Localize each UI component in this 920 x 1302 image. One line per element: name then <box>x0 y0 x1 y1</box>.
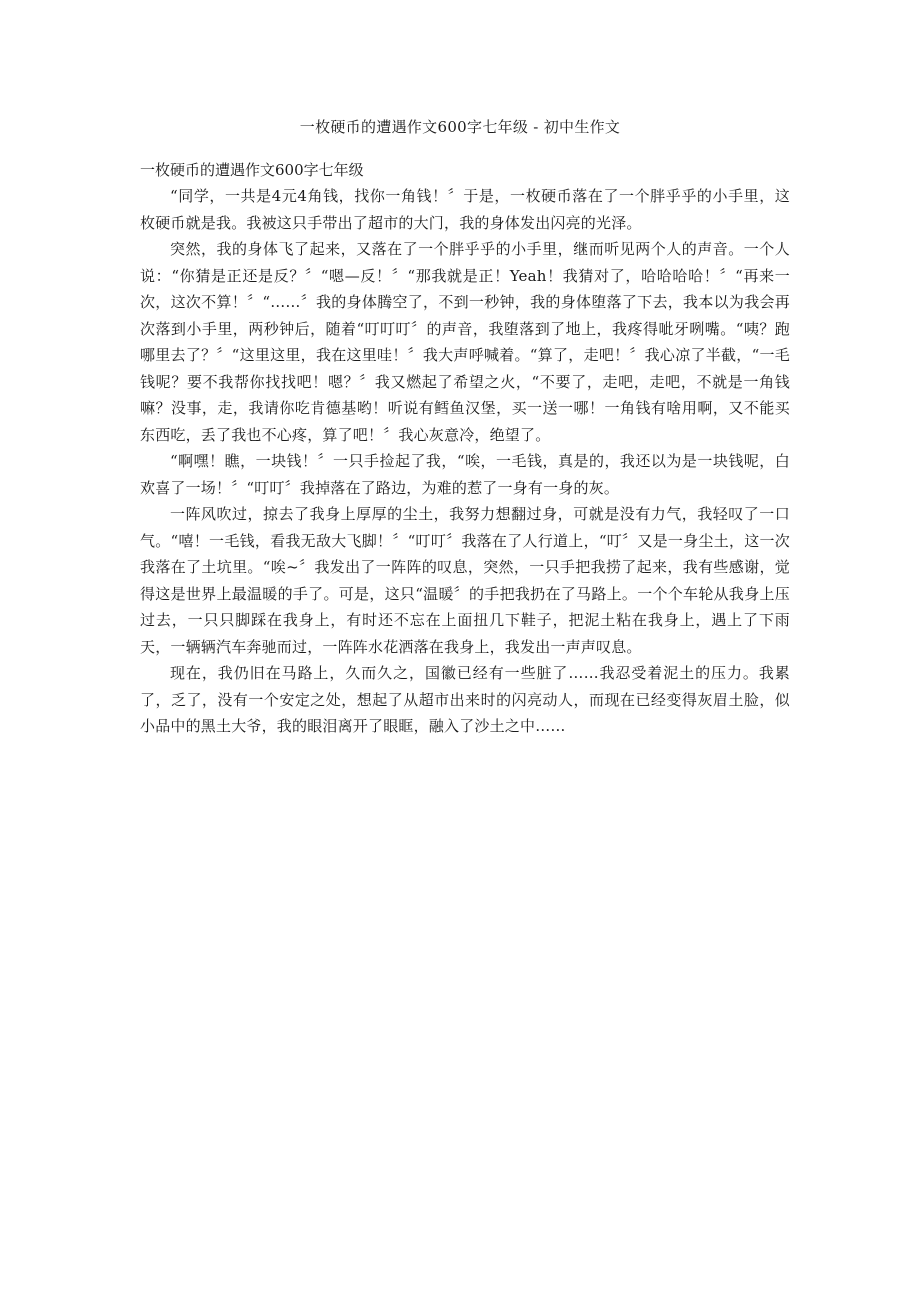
paragraph: 现在，我仍旧在马路上，久而久之，国徽已经有一些脏了……我忍受着泥土的压力。我累了，乏了，没有一个安定之处，想起了从超市出来时的闪亮动人，而现在已经变得灰眉土脸，似小品中的黑土大爷，我的眼泪离开了眼眶，融入了沙土之中…… <box>140 664 790 735</box>
page-title: 一枚硬币的遭遇作文600字七年级 - 初中生作文 <box>299 118 621 136</box>
paragraph: “啊嘿！瞧，一块钱！〞一只手捡起了我，“唉，一毛钱，真是的，我还以为是一块钱呢，白欢喜了一场！〞“叮叮〞我掉落在了路边，为难的惹了一身有一身的灰。 <box>140 452 790 497</box>
article-heading: 一枚硬币的遭遇作文600字七年级 <box>140 161 364 179</box>
paragraph: 突然，我的身体飞了起来，又落在了一个胖乎乎的小手里，继而听见两个人的声音。一个人说：“你猜是正还是反？〞“嗯—反！〞“那我就是正！Yeah！我猜对了，哈哈哈哈！〞“再来一次，这次不算！〞“……〞我的身体腾空了，不到一秒钟，我的身体堕落了下去，我本以为我会再次落到小手里，两秒钟后，随着“叮叮叮〞的声音，我堕落到了地上，我疼得呲牙咧嘴。“咦？跑哪里去了？〞“这里这里，我在这里哇！〞我大声呼喊着。“算了，走吧！〞我心凉了半截，“一毛钱呢？要不我帮你找找吧！嗯？〞我又燃起了希望之火，“不要了，走吧，走吧，不就是一角钱嘛？没事，走，我请你吃肯德基哟！听说有鳕鱼汉堡，买一送一哪！一角钱有啥用啊，又不能买东西吃，丢了我也不心疼，算了吧！〞我心灰意冷，绝望了。 <box>140 240 790 444</box>
paragraph: “同学，一共是4元4角钱，找你一角钱！〞于是，一枚硬币落在了一个胖乎乎的小手里，这枚硬币就是我。我被这只手带出了超市的大门，我的身体发出闪亮的光泽。 <box>140 187 790 232</box>
paragraph: 一阵风吹过，掠去了我身上厚厚的尘土，我努力想翻过身，可就是没有力气，我轻叹了一口气。“嘻！一毛钱，看我无敌大飞脚！〞“叮叮〞我落在了人行道上，“叮〞又是一身尘土，这一次我落在了土坑里。“唉~〞我发出了一阵阵的叹息，突然，一只手把我捞了起来，我有些感谢，觉得这是世界上最温暖的手了。可是，这只“温暖〞的手把我扔在了马路上。一个个车轮从我身上压过去，一只只脚踩在我身上，有时还不忘在上面扭几下鞋子，把泥土粘在我身上，遇上了下雨天，一辆辆汽车奔驰而过，一阵阵水花洒落在我身上，我发出一声声叹息。 <box>140 505 790 656</box>
article-body <box>140 157 790 740</box>
